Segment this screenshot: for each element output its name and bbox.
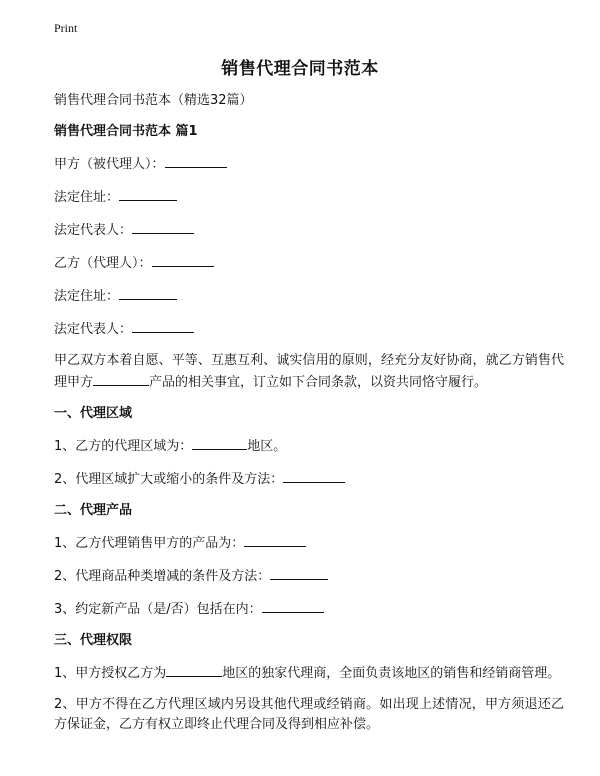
party-a-blank	[165, 153, 227, 168]
intro-text-2: 产品的相关事宜，订立如下合同条款，以资共同恪守履行。	[149, 375, 488, 390]
intro-text-1: 甲乙双方本着自愿、平等、互惠互利、诚实信用的原则，经充分友好协商，就乙方销售代理甲方	[54, 353, 564, 390]
s3-item1-pre: 1、甲方授权乙方为	[54, 666, 167, 681]
exclusive-region-blank	[166, 662, 222, 677]
address-b-label: 法定住址：	[54, 289, 120, 304]
party-b-blank	[152, 252, 214, 267]
rep-a-label: 法定代表人：	[54, 223, 133, 238]
address-a-field	[54, 186, 564, 208]
document-subtitle: 销售代理合同书范本（精选32篇）	[54, 93, 253, 108]
rep-b-field	[54, 318, 564, 340]
address-b-blank	[119, 285, 177, 300]
rep-a-field	[54, 219, 564, 241]
section-1-item-1	[54, 435, 564, 457]
document-body	[54, 91, 564, 746]
party-b-label: 乙方（代理人）：	[54, 256, 152, 271]
rep-b-label: 法定代表人：	[54, 322, 133, 337]
rep-a-blank	[132, 219, 194, 234]
party-a-field	[54, 153, 564, 175]
section-3-heading: 三、代理权限	[54, 633, 133, 648]
s1-item1-post: 地区。	[247, 439, 287, 454]
address-a-blank	[119, 186, 177, 201]
section-2-item-1	[54, 532, 564, 554]
section-1-item-2	[54, 468, 564, 490]
s2-item1-blank	[244, 532, 306, 547]
s1-item2-label: 2、代理区域扩大或缩小的条件及方法：	[54, 472, 284, 487]
s1-item2-blank	[283, 468, 345, 483]
section-3-item-2: 2、甲方不得在乙方代理区域内另设其他代理或经销商。如出现上述情况，甲方须退还乙方保证金，乙方有权立即终止代理合同及得到相应补偿。	[54, 697, 564, 732]
s3-item1-post: 地区的独家代理商，全面负责该地区的销售和经销商管理。	[222, 666, 561, 681]
s2-item3-blank	[262, 598, 324, 613]
product-blank	[93, 371, 149, 386]
s2-item2-label: 2、代理商品种类增减的条件及方法：	[54, 569, 271, 584]
intro-paragraph	[54, 351, 564, 393]
s2-item1-label: 1、乙方代理销售甲方的产品为：	[54, 536, 245, 551]
party-a-label: 甲方（被代理人）：	[54, 157, 165, 172]
s1-item1-pre: 1、乙方的代理区域为：	[54, 439, 193, 454]
contract-heading: 销售代理合同书范本 篇1	[54, 124, 198, 139]
section-2-item-2	[54, 565, 564, 587]
s2-item2-blank	[270, 565, 328, 580]
address-b-field	[54, 285, 564, 307]
section-2-heading: 二、代理产品	[54, 503, 133, 518]
rep-b-blank	[132, 318, 194, 333]
print-link[interactable]: Print	[54, 21, 78, 35]
section-2-item-3	[54, 598, 564, 620]
region-blank	[192, 435, 247, 450]
address-a-label: 法定住址：	[54, 190, 120, 205]
document-title: 销售代理合同书范本	[221, 59, 379, 79]
section-3-item-1	[54, 662, 564, 684]
section-1-heading: 一、代理区域	[54, 406, 133, 421]
party-b-field	[54, 252, 564, 274]
s2-item3-label: 3、约定新产品（是/否）包括在内：	[54, 602, 262, 617]
